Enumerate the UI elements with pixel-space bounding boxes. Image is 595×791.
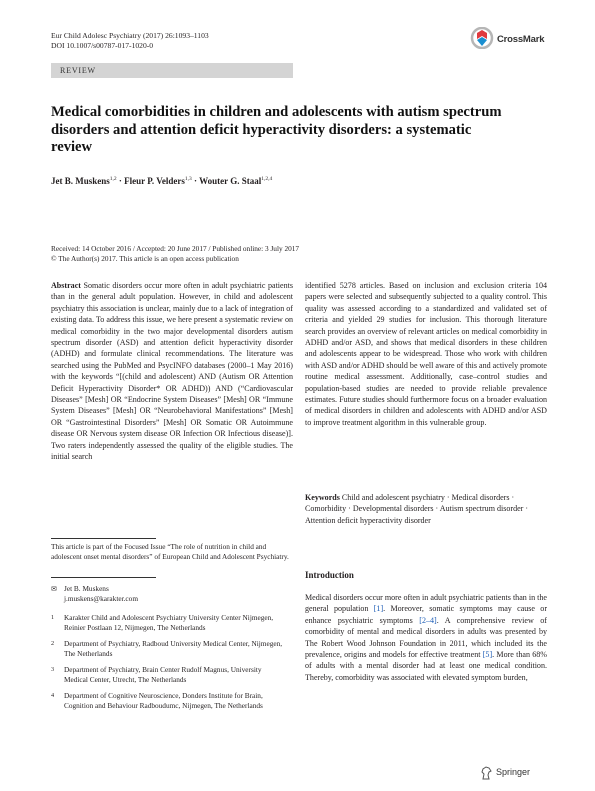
abstract-text-continued: identified 5278 articles. Based on inclusion and exclusion criteria 104 papers were selected and subsequently subjected to a quality control. This quality was assessed according to a standardized and validated set of criteria and yielded 29 studies for inclusion. This thorough literature search provides an overview of relevant articles on medical comorbidity in ADHD and/or ASD, and shows that medical disorders in these children and adolescents appear to be widespread. Those who work with children with ASD and/or ADHD should be well aware of this and actively promote routine medical assessment. Additionally, case–control studies and population-based studies are needed to provide reliable prevalence estimates. Future studies should furthermore focus on a broader evaluation of medical disorders in children and adolescents with ADHD and/or ASD to improve treatment algorithm in this vulnerable group.: [305, 281, 547, 427]
publisher-logo: [480, 765, 550, 781]
affiliation-number: 4: [51, 692, 55, 699]
author-name[interactable]: Jet B. Muskens: [51, 176, 110, 186]
author-separator: ·: [191, 176, 200, 186]
publisher-name: Springer: [496, 767, 531, 777]
abstract-label: Abstract: [51, 281, 81, 290]
affiliation-number: 2: [51, 640, 55, 647]
introduction-text: [305, 592, 547, 683]
author-name[interactable]: Fleur P. Velders: [124, 176, 185, 186]
author-affiliation-sup: 1,2,4: [261, 176, 273, 182]
intro-text: . Moreover, somatic symptoms may cause or enhance psychiatric symptoms: [305, 604, 548, 625]
affiliation-text: Karakter Child and Adolescent Psychiatry University Center Nijmegen, Reinier Postlaan 12, Nijmegen, The Netherlands: [64, 613, 274, 632]
author-affiliation-sup: 1,3: [184, 176, 192, 182]
intro-text: Medical disorders occur more often in adult psychiatric patients than in the general population: [305, 593, 547, 614]
springer-horse-icon: [480, 766, 493, 780]
section-label: REVIEW: [60, 66, 96, 75]
affiliation-text: Department of Psychiatry, Brain Center Rudolf Magnus, University Medical Center, Utrecht, The Netherlands: [64, 665, 262, 684]
author-list: [51, 176, 272, 186]
section-banner: [51, 63, 293, 78]
copyright-line: © The Author(s) 2017. This article is an open access publication: [51, 253, 239, 263]
history-line: Received: 14 October 2016 / Accepted: 20 June 2017 / Published online: 3 July 2017: [51, 244, 300, 253]
citation-link[interactable]: [1]: [373, 604, 384, 614]
doi-line[interactable]: DOI 10.1007/s00787-017-1020-0: [51, 41, 154, 50]
affiliation-text: Department of Cognitive Neuroscience, Donders Institute for Brain, Cognition and Behaviour Radboudumc, Nijmegen, The Netherlands: [64, 691, 263, 710]
envelope-icon: ✉: [51, 585, 57, 593]
crossmark-icon: [470, 27, 494, 49]
journal-citation: [51, 31, 209, 51]
intro-text: . More than 68% of adults with a mental disorder had at least one medical condition. Thereby, comorbidity was associated with elevated symptom burden,: [305, 650, 547, 682]
intro-text: . A comprehensive review of comorbidity of mental and medical disorders in adults was presented by The Robert Wood Johnson Foundation in 2011, which included its the prevalence, origins and models for effective treatment: [305, 615, 547, 660]
section-heading: Introduction: [305, 570, 354, 580]
keywords-text: Child and adolescent psychiatry · Medical disorders · Comorbidity · Developmental disorders · Autism spectrum disorder · Attention deficit hyperactivity disorder: [305, 493, 529, 525]
divider: [51, 538, 156, 539]
citation-link[interactable]: [2–4]: [419, 615, 437, 625]
journal-line: Eur Child Adolesc Psychiatry (2017) 26:1093–1103: [51, 31, 209, 40]
crossmark-badge[interactable]: [470, 27, 548, 49]
keywords-label: Keywords: [305, 493, 340, 502]
abstract-left: [51, 280, 293, 463]
affiliation-number: 1: [51, 614, 55, 621]
correspondence: [51, 584, 138, 603]
affiliation-text: Department of Psychiatry, Radboud University Medical Center, Nijmegen, The Netherlands: [64, 639, 283, 658]
abstract-text: Somatic disorders occur more often in adult psychiatric patients than in the general adult population. However, in child and adolescent psychiatry this association is unclear, mainly due to a lack of integration of existing data. To address this issue, we here present a systematic review on medical comorbidity in the two major developmental disorders autism spectrum disorder (ASD) and attention deficit hyperactivity disorder (ADHD) and formulate clinical recommendations. The literature was searched using the PubMed and PsycINFO databases (2000–1 May 2016) with the keywords “[(child and adolescent) AND (Autism OR Attention Deficit Hyperactivity Disorder* OR ADHD)) AND (“Cardiovascular Diseases” [Mesh] OR “Endocrine System Diseases” [Mesh] OR “Immune System Diseases” [Mesh] OR “Neurobehavioral Manifestations” [Mesh] OR “Gastrointestinal Disorders” [Mesh] OR Somatic OR Autoimmune disease OR Nervous system disease OR Infection OR Infectious disease)]. Two raters independently assessed the quality of the eligible studies. The initial search: [51, 281, 293, 462]
divider: [51, 577, 156, 578]
correspondence-name: Jet B. Muskens: [64, 584, 109, 593]
correspondence-email[interactable]: j.muskens@karakter.com: [64, 593, 138, 603]
crossmark-label: CrossMark: [497, 34, 545, 45]
author-affiliation-sup: 1,2: [109, 176, 117, 182]
citation-link[interactable]: [5]: [482, 650, 493, 660]
author-name[interactable]: Wouter G. Staal: [199, 176, 262, 186]
author-separator: ·: [116, 176, 125, 186]
focus-issue-note: This article is part of the Focused Issue “The role of nutrition in child and adolescent onset mental disorders” of European Child and Adolescent Psychiatry.: [51, 542, 289, 561]
publication-dates: [51, 244, 299, 263]
article-title: Medical comorbidities in children and adolescents with autism spectrum disorders and attention deficit hyperactivity disorders: a systematic review: [51, 104, 502, 155]
keywords: [305, 492, 547, 526]
affiliation-number: 3: [51, 666, 55, 673]
abstract-right: [305, 280, 547, 428]
